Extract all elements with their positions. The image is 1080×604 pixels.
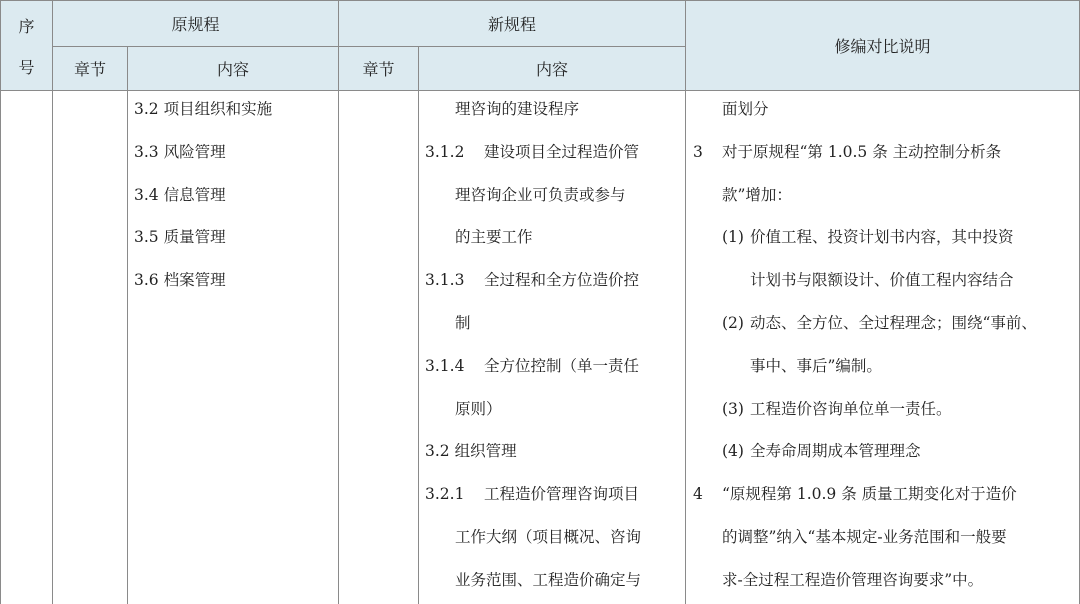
line-text: “原规程第 1.0.9 条 质量工期变化对于造价 [722, 485, 1017, 504]
line-text: 的主要工作 [455, 228, 533, 247]
line-text: 动态、全方位、全过程理念；围绕“事前、 [750, 313, 1037, 332]
line-text: 业务范围、工程造价确定与 [455, 570, 642, 589]
line-text: 全寿命周期成本管理理念 [750, 442, 921, 461]
line-text: 制 [455, 313, 471, 332]
line-text: 计划书与限额设计、价值工程内容结合 [750, 271, 1014, 290]
header-old-chapter: 章节 [52, 46, 128, 91]
line-text: 工作大纲（项目概况、咨询 [455, 527, 642, 546]
header-notes: 修编对比说明 [685, 0, 1080, 91]
line-text: 全方位控制（单一责任 [484, 356, 640, 375]
item-number: (1) [722, 228, 744, 247]
line-text: 3.2 组织管理 [425, 442, 517, 461]
item-number: 3 [693, 142, 703, 161]
line-text: 工程造价咨询单位单一责任。 [750, 399, 952, 418]
header-seq-bottom: 号 [18, 57, 35, 77]
line-text: 3.4 信息管理 [134, 185, 226, 204]
line-text: 工程造价管理咨询项目 [484, 485, 640, 504]
header-old: 原规程 [52, 0, 339, 47]
line-text: 价值工程、投资计划书内容，其中投资 [750, 228, 1014, 247]
item-number: 3.1.2 [425, 142, 465, 161]
header-new-chapter: 章节 [338, 46, 419, 91]
line-text: 的调整”纳入“基本规定-业务范围和一般要 [722, 527, 1007, 546]
line-text: 3.3 风险管理 [134, 142, 226, 161]
header-old-content: 内容 [127, 46, 339, 91]
line-text: 面划分 [722, 100, 769, 118]
line-text: 理咨询的建设程序 [455, 100, 580, 118]
line-text: 3.5 质量管理 [134, 228, 226, 247]
header-new-content: 内容 [418, 46, 686, 91]
line-text: 3.6 档案管理 [134, 271, 226, 290]
line-text: 原则） [455, 399, 502, 418]
item-number: 4 [693, 485, 703, 504]
line-text: 理咨询企业可负责或参与 [455, 185, 626, 204]
header-seq-top: 序 [18, 16, 35, 36]
line-text: 全过程和全方位造价控 [484, 271, 640, 290]
item-number: (4) [722, 442, 744, 461]
item-number: (2) [722, 313, 744, 332]
line-text: 3.2 项目组织和实施 [134, 100, 273, 118]
line-text: 建设项目全过程造价管 [484, 142, 640, 161]
item-number: 3.1.3 [425, 271, 465, 290]
item-number: 3.1.4 [425, 356, 465, 375]
line-text: 求-全过程工程造价管理咨询要求”中。 [722, 570, 984, 589]
item-number: (3) [722, 399, 744, 418]
header-new: 新规程 [338, 0, 686, 47]
line-text: 对于原规程“第 1.0.5 条 主动控制分析条 [722, 142, 1002, 161]
line-text: 事中、事后”编制。 [750, 356, 882, 375]
header-seq [0, 0, 53, 91]
line-text: 款”增加： [722, 185, 792, 204]
item-number: 3.2.1 [425, 485, 465, 504]
